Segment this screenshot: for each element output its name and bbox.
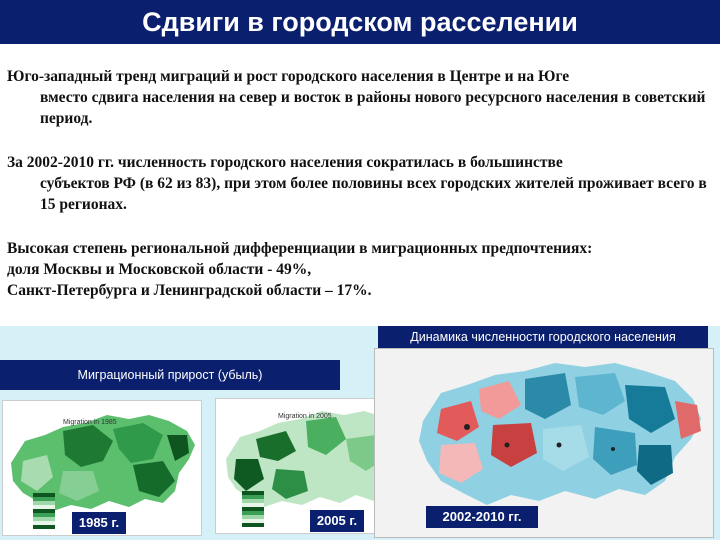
- paragraph-differentiation: [7, 238, 713, 301]
- year-label-2002-2010: 2002-2010 гг.: [426, 506, 538, 528]
- paragraph-2-rest: субъектов РФ (в 62 из 83), при этом более половины всех городских жителей проживает всего в 15 регионах.: [40, 175, 707, 213]
- urban-dynamics-map: [374, 348, 714, 538]
- paragraph-3-line-1: Высокая степень региональной дифференциации в миграционных предпочтениях:: [7, 240, 593, 257]
- inset-title-1985: Migration in 1985: [63, 419, 117, 426]
- paragraph-3-line-2: доля Москвы и Московской области - 49%,: [7, 261, 312, 278]
- legend-2005: [242, 491, 264, 527]
- paragraph-1-first-line: Юго-западный тренд миграций и рост городского населения в Центре и на Юге: [7, 68, 570, 85]
- paragraph-urban-decline: [7, 152, 713, 215]
- migration-label: Миграционный прирост (убыль): [0, 360, 340, 390]
- inset-title-2005: Migration in 2005: [278, 413, 332, 420]
- paragraph-1-rest: вместо сдвига населения на север и восток в районы нового ресурсного населения в советский период.: [40, 89, 706, 127]
- text-area: [0, 44, 720, 326]
- paragraph-3-line-3: Санкт-Петербурга и Ленинградской области – 17%.: [7, 282, 372, 299]
- slide-title: Сдвиги в городском расселении: [0, 0, 720, 44]
- paragraph-migration-trend: [7, 66, 713, 129]
- paragraph-2-first-line: За 2002-2010 гг. численность городского населения сократилась в большинстве: [7, 154, 563, 171]
- year-label-1985: 1985 г.: [72, 512, 126, 534]
- year-label-2005: 2005 г.: [310, 510, 364, 532]
- legend-1985: [33, 493, 55, 529]
- urban-dynamics-label: Динамика численности городского населения: [378, 326, 708, 348]
